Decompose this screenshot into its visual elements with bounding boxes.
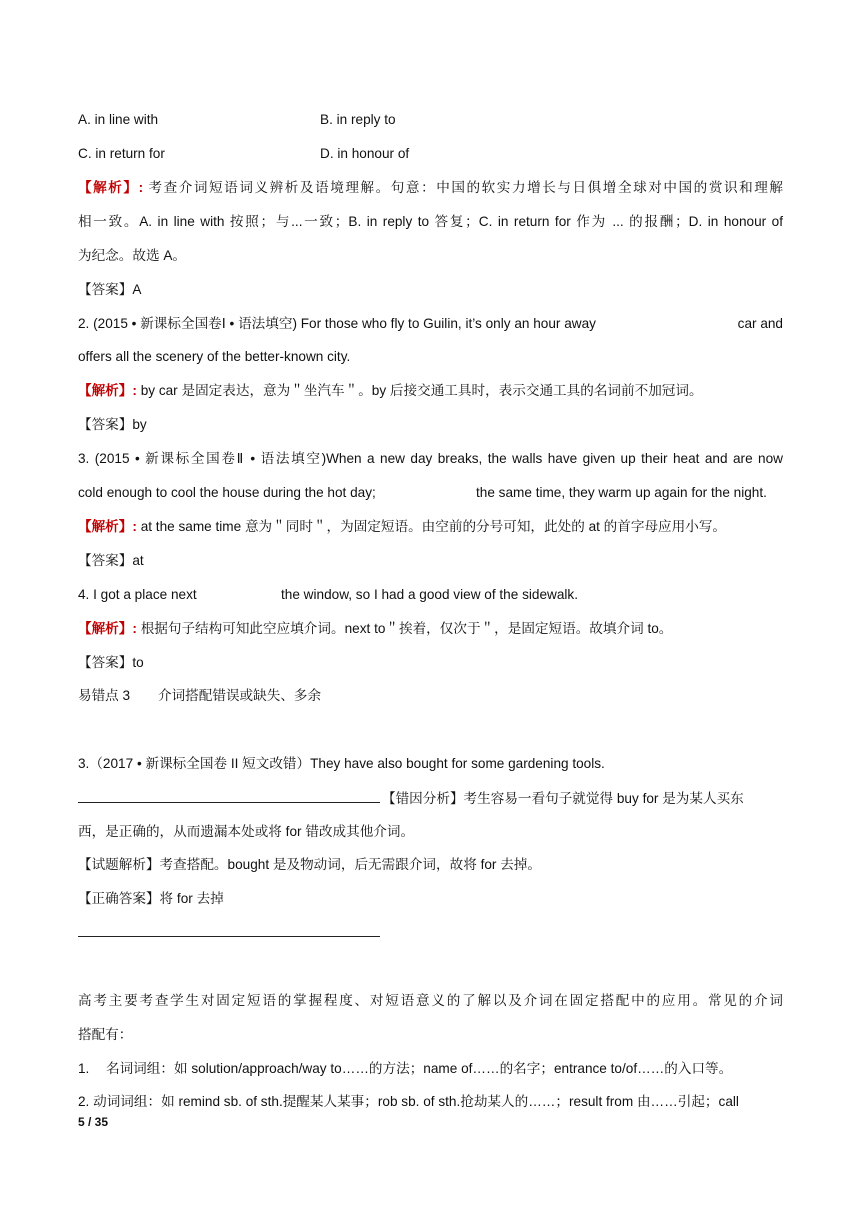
q1-option-c: C. in return for (78, 146, 165, 161)
q1-analysis-line1 (78, 178, 783, 198)
q4-answer: 【答案】to (78, 655, 144, 670)
q1-options-row-ab (78, 110, 783, 130)
q1-option-a: A. in line with (78, 112, 159, 127)
q3-stem-part2: the same time, they warm up again for the night. (476, 485, 767, 500)
q4-analysis-text: 根据句子结构可知此空应填介词。next to＂挨着，仅次于＂，是固定短语。故填介词 to。 (140, 621, 673, 636)
q3-analysis-text: at the same time 意为＂同时＂，为固定短语。由空前的分号可知，此处的 at 的首字母应用小写。 (140, 519, 727, 534)
q2-analysis-text: by car 是固定表达，意为＂坐汽车＂。by 后接交通工具时，表示交通工具的名词前不加冠词。 (140, 383, 703, 398)
summary-item1-number: 1. (78, 1061, 90, 1076)
q5-answer: 【正确答案】将 for 去掉 (78, 891, 224, 906)
summary-intro-line2: 搭配有： (78, 1027, 133, 1042)
q3-analysis-label: 【解析】: (78, 519, 137, 534)
q2-stem-part1: 2. (2015 • 新课标全国卷Ⅰ • 语法填空) For those who fly to Guilin, it’s only an hour away (78, 316, 596, 331)
section-heading (78, 686, 783, 706)
q4-analysis (78, 619, 783, 639)
q3-stem-part1: cold enough to cool the house during the hot day; (78, 485, 376, 500)
section-title: 易错点 3 (78, 688, 131, 703)
q4-stem-part2: the window, so I had a good view of the sidewalk. (281, 587, 578, 602)
q2-stem-part2: car and (737, 316, 783, 331)
q1-option-d: D. in honour of (320, 146, 410, 161)
answer-blank-line (78, 788, 380, 803)
q4-analysis-label: 【解析】: (78, 621, 137, 636)
q1-option-b: B. in reply to (320, 112, 396, 127)
q3-stem-line1: 3. (2015 • 新课标全国卷Ⅱ • 语法填空)When a new day breaks, the walls have given up their heat and are now (78, 451, 783, 466)
q1-analysis-text1: 考查介词短语词义辨析及语境理解。句意：中国的软实力增长与日俱增全球对中国的赏识和理解 (148, 180, 784, 195)
q1-options-row-cd (78, 144, 783, 164)
q5-explain: 【试题解析】考查搭配。bought 是及物动词，后无需跟介词，故将 for 去掉。 (78, 857, 541, 872)
q3-stem-line2 (78, 483, 783, 503)
q5-stem: 3.（2017 • 新课标全国卷 II 短文改错）They have also bought for some gardening tools. (78, 756, 605, 771)
summary-intro-line1: 高考主要考查学生对固定短语的掌握程度、对短语意义的了解以及介词在固定搭配中的应用。常见的介词 (78, 993, 783, 1008)
summary-item2: 2. 动词词组：如 remind sb. of sth.提醒某人某事；rob sb. of sth.抢劫某人的……；result from 由……引起；call (78, 1094, 739, 1109)
q1-answer: 【答案】A (78, 282, 142, 297)
q4-stem (78, 585, 783, 605)
q5-error-text1: 【错因分析】考生容易一看句子就觉得 buy for 是为某人买东 (382, 791, 744, 806)
q5-error-line1 (78, 788, 783, 809)
q1-analysis-line3: 为纪念。故选 A。 (78, 248, 186, 263)
q2-stem-line2: offers all the scenery of the better-known city. (78, 349, 351, 364)
q3-analysis (78, 517, 783, 537)
summary-item1 (78, 1059, 783, 1079)
q5-error-line2: 西，是正确的，从而遗漏本处或将 for 错改成其他介词。 (78, 824, 415, 839)
q1-analysis-label: 【解析】: (78, 180, 144, 195)
divider-line (78, 936, 380, 937)
q4-stem-part1: 4. I got a place next (78, 587, 197, 602)
q2-answer: 【答案】by (78, 417, 147, 432)
summary-item1-text: 名词词组：如 solution/approach/way to……的方法；name of……的名字；entrance to/of……的入口等。 (106, 1061, 733, 1076)
q2-analysis (78, 381, 783, 401)
q2-stem-line1 (78, 314, 783, 334)
page-number: 5 / 35 (78, 1115, 109, 1129)
q2-analysis-label: 【解析】: (78, 383, 137, 398)
section-subtitle: 介词搭配错误或缺失、多余 (158, 688, 322, 703)
q3-answer: 【答案】at (78, 553, 144, 568)
q1-analysis-line2: 相一致。A. in line with 按照；与...一致；B. in reply to 答复；C. in return for 作为 ... 的报酬；D. in honour of (78, 214, 783, 229)
